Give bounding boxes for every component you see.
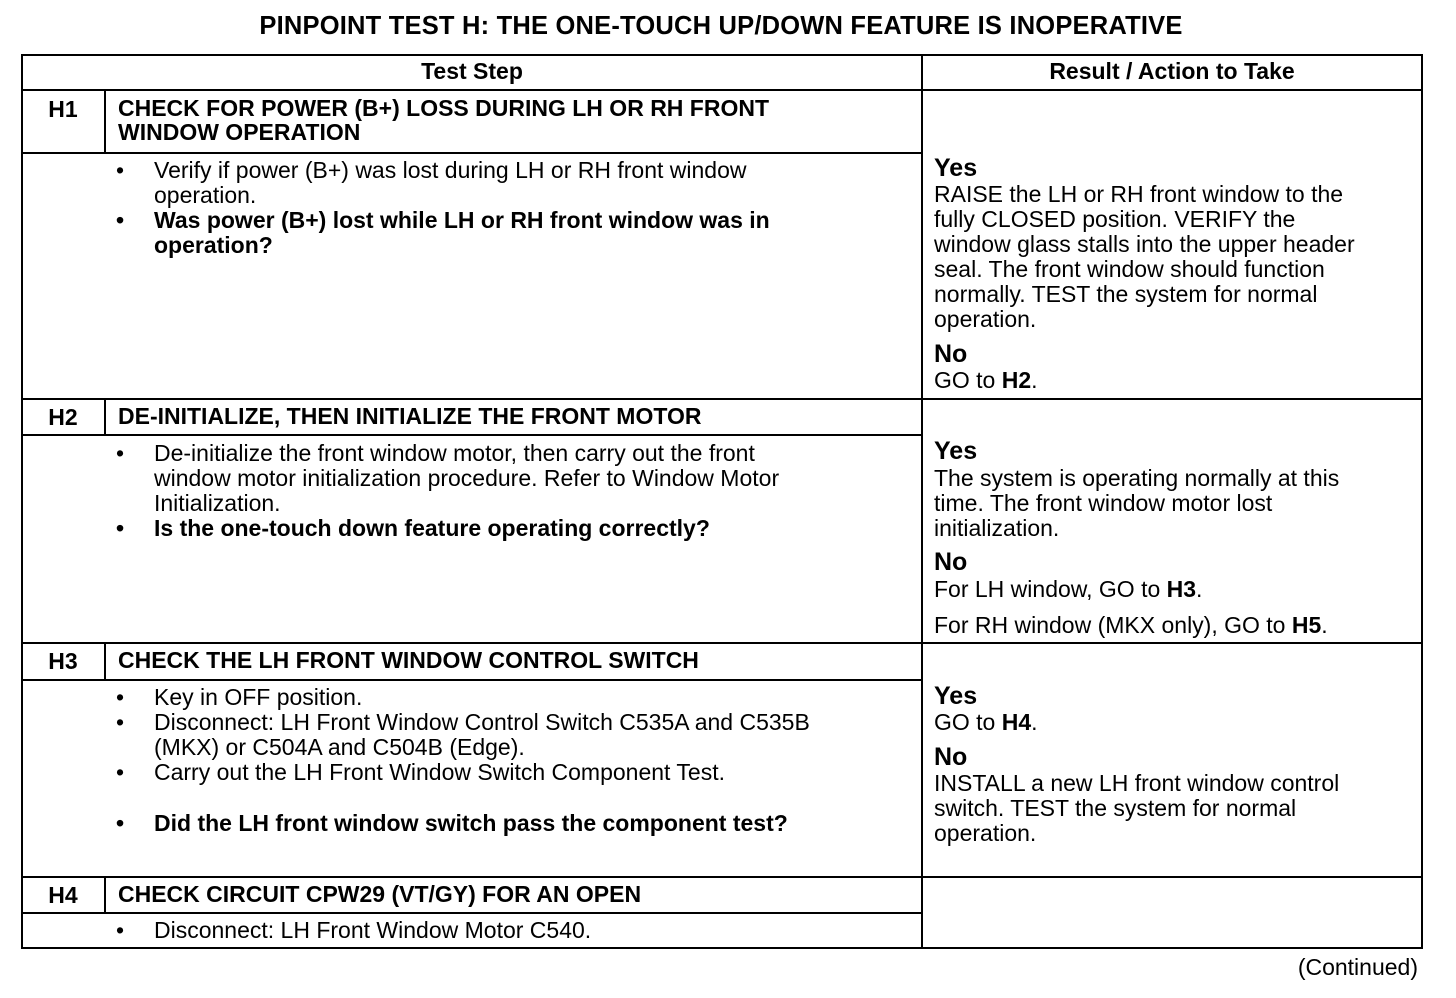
yes-action: The system is operating normally at this time. The front window motor lost initialization. bbox=[934, 465, 1340, 541]
goto-link[interactable]: H2 bbox=[1001, 367, 1032, 393]
step-id: H3 bbox=[48, 648, 78, 674]
no-action: INSTALL a new LH front window control switch. TEST the system for normal operation. bbox=[934, 770, 1340, 846]
goto-link[interactable]: H3 bbox=[1166, 576, 1197, 602]
yes-action: RAISE the LH or RH front window to the fully CLOSED position. VERIFY the window glass stalls into the upper header seal. The front window should function normally. TEST the system for normal operation. bbox=[934, 181, 1355, 332]
step-title: DE-INITIALIZE, THEN INITIALIZE THE FRONT MOTOR bbox=[118, 403, 702, 429]
yes-label: Yes bbox=[934, 682, 978, 710]
column-header-test-step: Test Step bbox=[421, 58, 523, 84]
page-title: PINPOINT TEST H: THE ONE-TOUCH UP/DOWN FEATURE IS INOPERATIVE bbox=[259, 12, 1183, 40]
no-label: No bbox=[934, 743, 968, 771]
no-action-lh: For LH window, GO to H3. bbox=[934, 576, 1203, 602]
step-title: CHECK THE LH FRONT WINDOW CONTROL SWITCH bbox=[118, 647, 699, 673]
yes-label: Yes bbox=[934, 437, 978, 465]
yes-action: GO to H4. bbox=[934, 709, 1038, 735]
step-title: CHECK CIRCUIT CPW29 (VT/GY) FOR AN OPEN bbox=[118, 881, 642, 907]
step-id: H4 bbox=[48, 882, 78, 908]
no-action-rh: For RH window (MKX only), GO to H5. bbox=[934, 612, 1328, 638]
step-title: CHECK FOR POWER (B+) LOSS DURING LH OR RH FRONT WINDOW OPERATION bbox=[118, 95, 770, 145]
column-header-result: Result / Action to Take bbox=[1049, 58, 1295, 84]
no-action: GO to H2. bbox=[934, 367, 1038, 393]
goto-link[interactable]: H5 bbox=[1291, 612, 1322, 638]
continued-note: (Continued) bbox=[1297, 954, 1418, 980]
yes-label: Yes bbox=[934, 154, 978, 182]
no-label: No bbox=[934, 548, 968, 576]
goto-link[interactable]: H4 bbox=[1001, 709, 1032, 735]
step-id: H1 bbox=[48, 96, 78, 122]
no-label: No bbox=[934, 340, 968, 368]
step-id: H2 bbox=[48, 404, 78, 430]
